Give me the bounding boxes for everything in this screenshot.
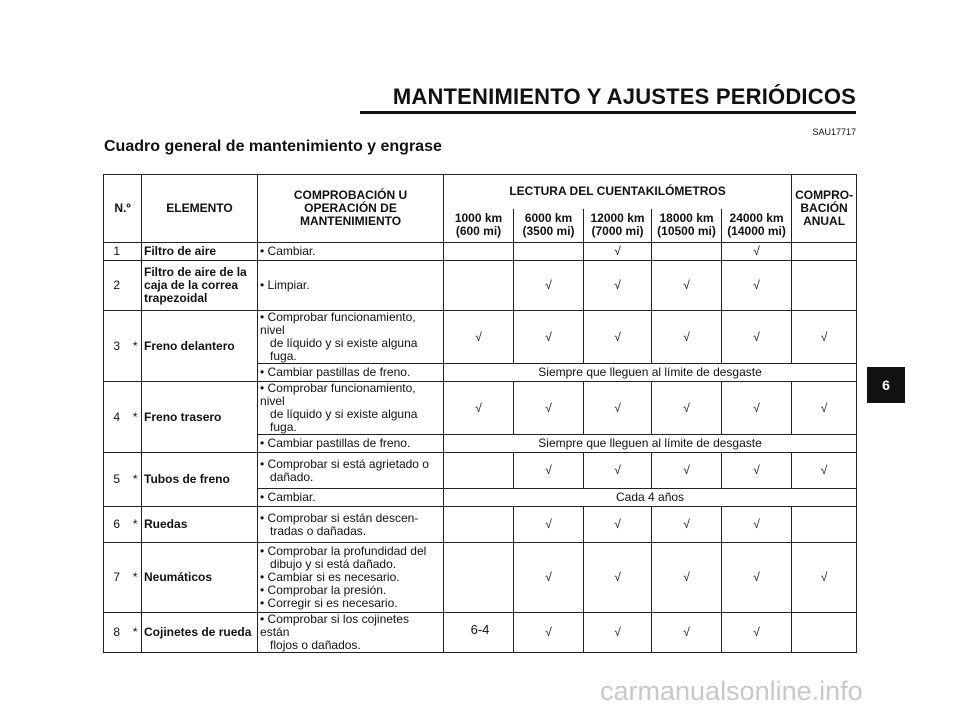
row-operation: • Cambiar pastillas de freno.: [258, 364, 444, 382]
check-cell: √: [722, 382, 792, 435]
row-operation: • Limpiar.: [258, 261, 444, 311]
row-operation: • Comprobar la profundidad del dibujo y si está dañado. • Cambiar si es necesario. • Comprobar la presión. • Corregir si es necesario.: [258, 543, 444, 613]
row-operation: • Comprobar si están descen- tradas o dañadas.: [258, 507, 444, 543]
check-cell: √: [514, 613, 584, 653]
row-element: Filtro de aire de la caja de la correa trapezoidal: [142, 261, 258, 311]
row-star: *: [130, 453, 142, 507]
check-cell: √: [652, 261, 722, 311]
header-odometer: LECTURA DEL CUENTAKILÓMETROS: [444, 175, 792, 209]
header-interval-1: 1000 km (600 mi): [444, 209, 514, 243]
check-cell: [444, 453, 514, 489]
table-row: [104, 507, 857, 543]
check-cell: √: [514, 543, 584, 613]
row-star: *: [130, 382, 142, 453]
maintenance-table: [103, 174, 857, 653]
check-cell: √: [722, 613, 792, 653]
page-number: 6-4: [470, 622, 490, 637]
check-cell: √: [792, 311, 857, 364]
check-cell: √: [584, 243, 652, 261]
span-note: Cada 4 años: [444, 489, 857, 507]
row-operation: • Comprobar funcionamiento, nivel de líquido y si existe alguna fuga.: [258, 311, 444, 364]
chapter-tab: 6: [867, 367, 905, 403]
check-cell: [444, 261, 514, 311]
check-cell: √: [584, 382, 652, 435]
check-cell: √: [514, 453, 584, 489]
span-note: Siempre que lleguen al límite de desgaste: [444, 364, 857, 382]
check-cell: [792, 613, 857, 653]
row-element: Cojinetes de rueda: [142, 613, 258, 653]
header-interval-5: 24000 km (14000 mi): [722, 209, 792, 243]
row-operation: • Cambiar.: [258, 489, 444, 507]
row-star: *: [130, 613, 142, 653]
row-element: Ruedas: [142, 507, 258, 543]
table-row: [104, 382, 857, 435]
table-row: [104, 243, 857, 261]
row-number: 8: [104, 613, 130, 653]
table-row: [104, 453, 857, 489]
check-cell: √: [584, 613, 652, 653]
check-cell: √: [652, 311, 722, 364]
check-cell: √: [514, 382, 584, 435]
header-interval-4: 18000 km (10500 mi): [652, 209, 722, 243]
check-cell: √: [652, 543, 722, 613]
row-number: 7: [104, 543, 130, 613]
header-interval-2: 6000 km (3500 mi): [514, 209, 584, 243]
check-cell: √: [514, 507, 584, 543]
row-number: 3: [104, 311, 130, 382]
span-note: Siempre que lleguen al límite de desgaste: [444, 435, 857, 453]
check-cell: √: [514, 261, 584, 311]
row-element: Neumáticos: [142, 543, 258, 613]
header-interval-3: 12000 km (7000 mi): [584, 209, 652, 243]
title-underline: [360, 111, 856, 114]
row-star: *: [130, 543, 142, 613]
section-subtitle: Cuadro general de mantenimiento y engrase: [104, 138, 442, 155]
row-star: *: [130, 507, 142, 543]
check-cell: √: [722, 507, 792, 543]
check-cell: [444, 543, 514, 613]
check-cell: √: [584, 311, 652, 364]
row-element: Filtro de aire: [142, 243, 258, 261]
table-row: [104, 543, 857, 613]
check-cell: √: [652, 507, 722, 543]
row-number: 5: [104, 453, 130, 507]
row-star: [130, 261, 142, 311]
row-star: *: [130, 311, 142, 382]
row-star: [130, 243, 142, 261]
row-number: 1: [104, 243, 130, 261]
row-element: Freno delantero: [142, 311, 258, 382]
check-cell: √: [792, 382, 857, 435]
table-row: [104, 261, 857, 311]
check-cell: [792, 261, 857, 311]
row-operation: • Cambiar pastillas de freno.: [258, 435, 444, 453]
check-cell: √: [722, 261, 792, 311]
check-cell: √: [444, 382, 514, 435]
row-number: 6: [104, 507, 130, 543]
check-cell: [652, 243, 722, 261]
watermark: carmanualsonline.info: [600, 676, 863, 706]
check-cell: √: [652, 382, 722, 435]
header-operation: COMPROBACIÓN U OPERACIÓN DE MANTENIMIENTO: [258, 175, 444, 243]
row-operation: • Comprobar si los cojinetes están flojos o dañados.: [258, 613, 444, 653]
header-no: N.º: [104, 175, 142, 243]
check-cell: √: [584, 543, 652, 613]
section-code: SAU17717: [812, 127, 856, 137]
check-cell: [792, 243, 857, 261]
row-operation: • Comprobar funcionamiento, nivel de líquido y si existe alguna fuga.: [258, 382, 444, 435]
check-cell: √: [444, 311, 514, 364]
row-operation: • Cambiar.: [258, 243, 444, 261]
row-number: 2: [104, 261, 130, 311]
check-cell: [514, 243, 584, 261]
check-cell: √: [652, 453, 722, 489]
check-cell: √: [584, 261, 652, 311]
check-cell: [444, 507, 514, 543]
check-cell: √: [584, 453, 652, 489]
check-cell: √: [722, 543, 792, 613]
check-cell: √: [722, 243, 792, 261]
check-cell: √: [792, 453, 857, 489]
check-cell: [792, 507, 857, 543]
check-cell: √: [652, 613, 722, 653]
check-cell: √: [792, 543, 857, 613]
check-cell: √: [722, 453, 792, 489]
check-cell: √: [514, 311, 584, 364]
check-cell: [444, 243, 514, 261]
check-cell: √: [584, 507, 652, 543]
check-cell: √: [722, 311, 792, 364]
header-element: ELEMENTO: [142, 175, 258, 243]
row-element: Tubos de freno: [142, 453, 258, 507]
row-operation: • Comprobar si está agrietado o dañado.: [258, 453, 444, 489]
page-title: MANTENIMIENTO Y AJUSTES PERIÓDICOS: [392, 84, 856, 109]
row-element: Freno trasero: [142, 382, 258, 453]
row-number: 4: [104, 382, 130, 453]
table-row: [104, 311, 857, 364]
header-annual: COMPRO-BACIÓN ANUAL: [792, 175, 857, 243]
